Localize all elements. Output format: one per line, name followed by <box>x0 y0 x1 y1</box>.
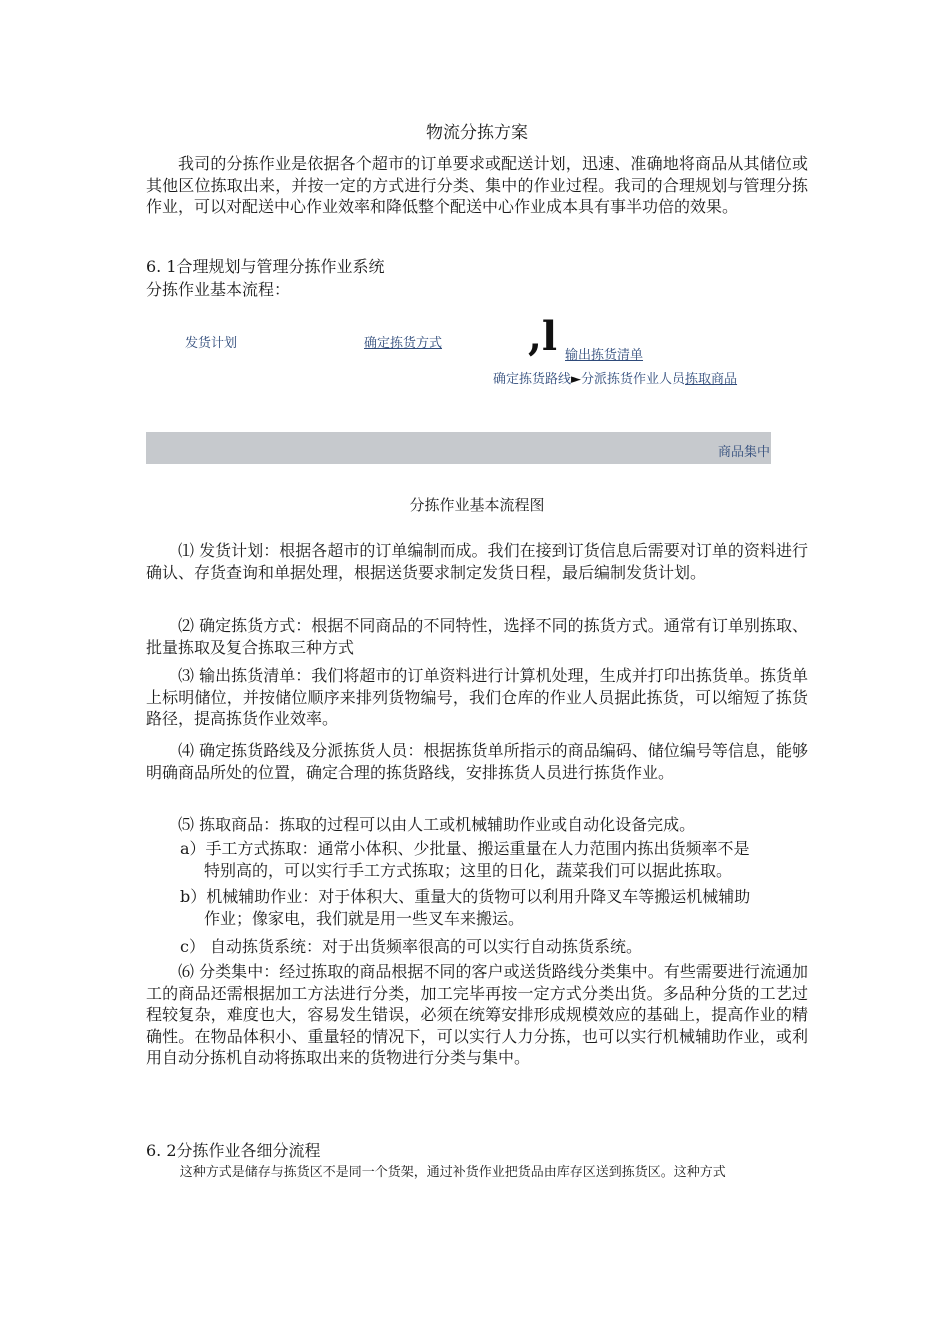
flow-step-goods-collection: 商品集中 <box>717 445 770 460</box>
flow-step-picking-method: 确定拣货方式 <box>364 336 443 351</box>
flow-step-assign-staff: 分派拣货作业人员 <box>581 372 686 387</box>
subitem-a <box>180 838 808 881</box>
item-4: ⑷ 确定拣货路线及分派拣货人员：根据拣货单所指示的商品编码、储位编号等信息，能够明确商品所处的位置，确定合理的拣货路线，安排拣货人员进行拣货作业。 <box>146 741 808 782</box>
flow-row-2 <box>493 368 737 387</box>
subitem-a-line1: a）手工方式拣取：通常小体积、少批量、搬运重量在人力范围内拣出货频率不是 <box>180 839 750 858</box>
document-title: 物流分拣方案 <box>426 123 528 143</box>
flow-intro: 分拣作业基本流程： <box>146 280 291 299</box>
flow-step-output-list: 输出拣货清单 <box>565 348 644 363</box>
subitem-b-line1: b）机械辅助作业：对于体积大、重量大的货物可以利用升降叉车等搬运机械辅助 <box>180 887 751 906</box>
closing-line: 这种方式是储存与拣货区不是同一个货架，通过补货作业把货品由库存区送到拣货区。这种方式 <box>179 1165 726 1180</box>
subitem-c <box>180 936 808 958</box>
subitem-a-line2: 特别高的，可以实行手工方式拣取；这里的日化，蔬菜我们可以据此拣取。 <box>204 860 733 880</box>
section-heading-1: 6. 1合理规划与管理分拣作业系统 <box>146 257 385 276</box>
item-5: ⑸ 拣取商品：拣取的过程可以由人工或机械辅助作业或自动化设备完成。 <box>178 815 696 834</box>
flow-step-shipping-plan: 发货计划 <box>185 336 238 351</box>
arrow-right-icon: ► <box>571 372 582 387</box>
flow-connector-mark: ,l <box>528 313 558 360</box>
item-2: ⑵ 确定拣货方式：根据不同商品的不同特性，选择不同的拣货方式。通常有订单别拣取、批量拣取及复合拣取三种方式 <box>146 616 808 657</box>
intro-paragraph: 我司的分拣作业是依据各个超市的订单要求或配送计划，迅速、准确地将商品从其储位或其他区位拣取出来，并按一定的方式进行分类、集中的作业过程。我司的合理规划与管理分拣作业，可以对配送中心作业效率和降低整个配送中心作业成本具有事半功倍的效果。 <box>146 154 808 216</box>
subitem-b <box>180 886 808 929</box>
flow-step-picking-route: 确定拣货路线 <box>493 372 572 387</box>
item-6: ⑹ 分类集中：经过拣取的商品根据不同的客户或送货路线分类集中。有些需要进行流通加工的商品还需根据加工方法进行分类，加工完毕再按一定方式分类出货。多品种分货的工艺过程较复杂，难度也大，容易发生错误，必须在统筹安排形成规模效应的基础上，提高作业的精确性。在物品体积小、重量轻的情况下，可以实行人力分拣，也可以实行机械辅助作业，或利用自动分拣机自动将拣取出来的货物进行分类与集中。 <box>146 962 808 1067</box>
subitem-b-line2: 作业；像家电，我们就是用一些叉车来搬运。 <box>204 908 525 928</box>
section-heading-2: 6. 2分拣作业各细分流程 <box>146 1141 321 1160</box>
item-3: ⑶ 输出拣货清单：我们将超市的订单资料进行计算机处理，生成并打印出拣货单。拣货单上标明储位，并按储位顺序来排列货物编号，我们仓库的作业人员据此拣货，可以缩短了拣货路径，提高拣货作业效率。 <box>146 666 808 728</box>
flow-caption: 分拣作业基本流程图 <box>409 496 545 514</box>
item-1: ⑴ 发货计划：根据各超市的订单编制而成。我们在接到订货信息后需要对订单的资料进行确认、存货查询和单据处理，根据送货要求制定发货日程，最后编制发货计划。 <box>146 541 808 582</box>
subitem-c-line1: c） 自动拣货系统：对于出货频率很高的可以实行自动拣货系统。 <box>180 937 643 956</box>
flow-bar <box>146 432 771 464</box>
flow-step-pick-goods: 拣取商品 <box>685 372 738 387</box>
